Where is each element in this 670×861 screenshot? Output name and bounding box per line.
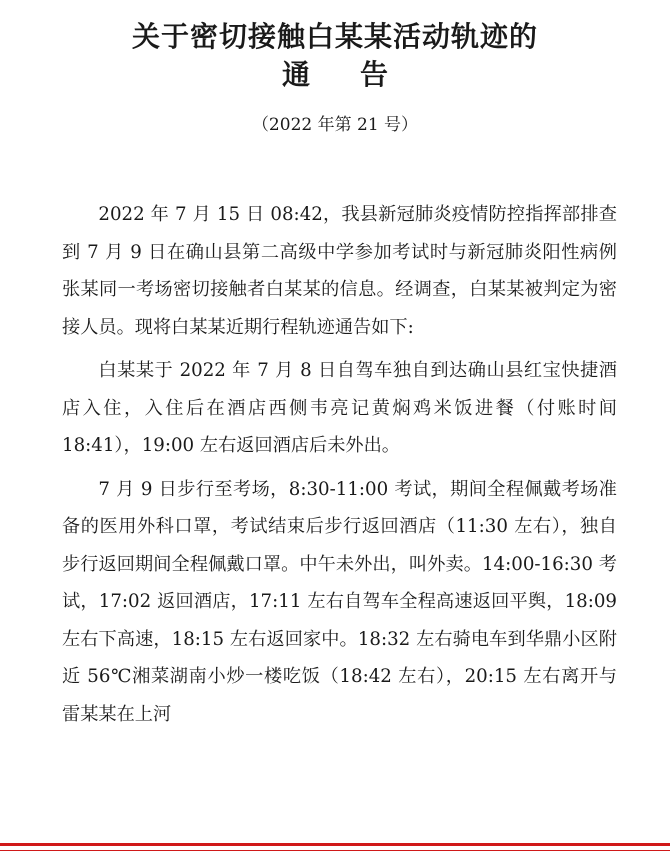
- notice-heading: 通告: [281, 58, 438, 91]
- paragraph-july-8: 白某某于 2022 年 7 月 8 日自驾车独自到达确山县红宝快捷酒店入住，入住后在酒店西侧韦亮记黄焖鸡米饭进餐（付账时间 18:41），19:00 左右返回酒店后未外出。: [62, 360, 617, 456]
- notice-body: [62, 196, 617, 739]
- paragraph-intro: 2022 年 7 月 15 日 08:42，我县新冠肺炎疫情防控指挥部排查到 7 月 9 日在确山县第二高级中学参加考试时与新冠肺炎阳性病例张某同一考场密切接触者白某某的信息。经调查，白某某被判定为密接人员。现将白某某近期行程轨迹通告如下:: [62, 204, 617, 338]
- red-divider-line: [0, 843, 670, 846]
- notice-title: 关于密切接触白某某活动轨迹的: [131, 20, 538, 53]
- paragraph-july-9: 7 月 9 日步行至考场，8:30-11:00 考试，期间全程佩戴考场准备的医用外科口罩，考试结束后步行返回酒店（11:30 左右），独自步行返回期间全程佩戴口罩。中午未外出，叫外卖。14:00-16:30 考试，17:02 返回酒店，17:11 左右自驾车全程高速返回平舆，18:09 左右下高速，18:15 左右返回家中。18:32 左右骑电车到华鼎小区附近 56℃湘菜湖南小炒一楼吃饭（18:42 左右），20:15 左右离开与雷某某在上河: [62, 478, 617, 725]
- red-divider-line-thin: [0, 850, 670, 851]
- document-number: （2022 年第 21 号）: [251, 115, 419, 135]
